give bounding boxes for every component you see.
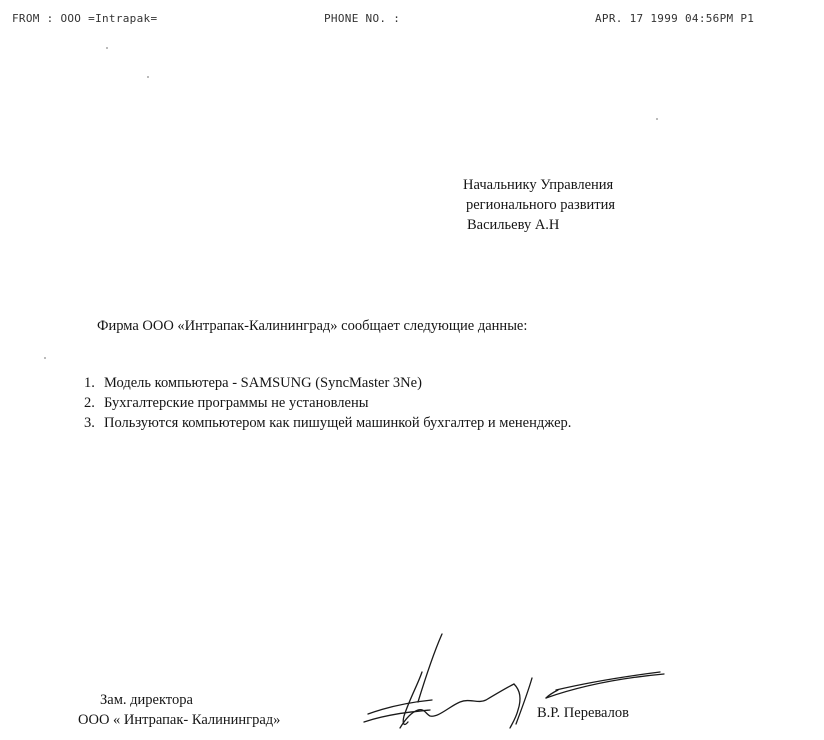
signoff-block xyxy=(78,690,358,730)
list-item-text: Бухгалтерские программы не установлены xyxy=(104,395,369,411)
list-item xyxy=(84,393,724,413)
fax-from-line: FROM : OOO =Intrapak= xyxy=(12,12,158,25)
addressee-line-1: Начальнику Управления xyxy=(463,177,614,193)
list-item xyxy=(84,373,724,393)
signer-position: Зам. директора xyxy=(100,692,193,708)
addressee-line-3: Васильеву А.Н xyxy=(467,217,560,233)
numbered-list xyxy=(84,373,724,433)
fax-phone-line: PHONE NO. : xyxy=(324,12,401,25)
fax-date-line: APR. 17 1999 04:56PM P1 xyxy=(595,12,755,25)
list-item-number: 2. xyxy=(84,395,95,411)
scan-speck xyxy=(147,76,149,78)
intro-paragraph: Фирма ООО «Интрапак-Калининград» сообщает следующие данные: xyxy=(97,318,528,334)
scan-speck xyxy=(656,118,658,120)
list-item-number: 3. xyxy=(84,415,95,431)
signer-organization: ООО « Интрапак- Калининград» xyxy=(78,712,281,728)
scan-speck xyxy=(106,47,108,49)
scan-speck xyxy=(44,357,46,359)
addressee-block xyxy=(463,175,763,235)
fax-header xyxy=(0,8,824,28)
list-item-text: Пользуются компьютером как пишущей машинкой бухгалтер и мененджер. xyxy=(104,415,572,431)
list-item xyxy=(84,413,724,433)
addressee-line-2: регионального развития xyxy=(466,197,616,213)
signer-name: В.Р. Перевалов xyxy=(537,705,629,721)
list-item-number: 1. xyxy=(84,375,95,391)
list-item-text: Модель компьютера - SAMSUNG (SyncMaster 3Ne) xyxy=(104,375,422,391)
